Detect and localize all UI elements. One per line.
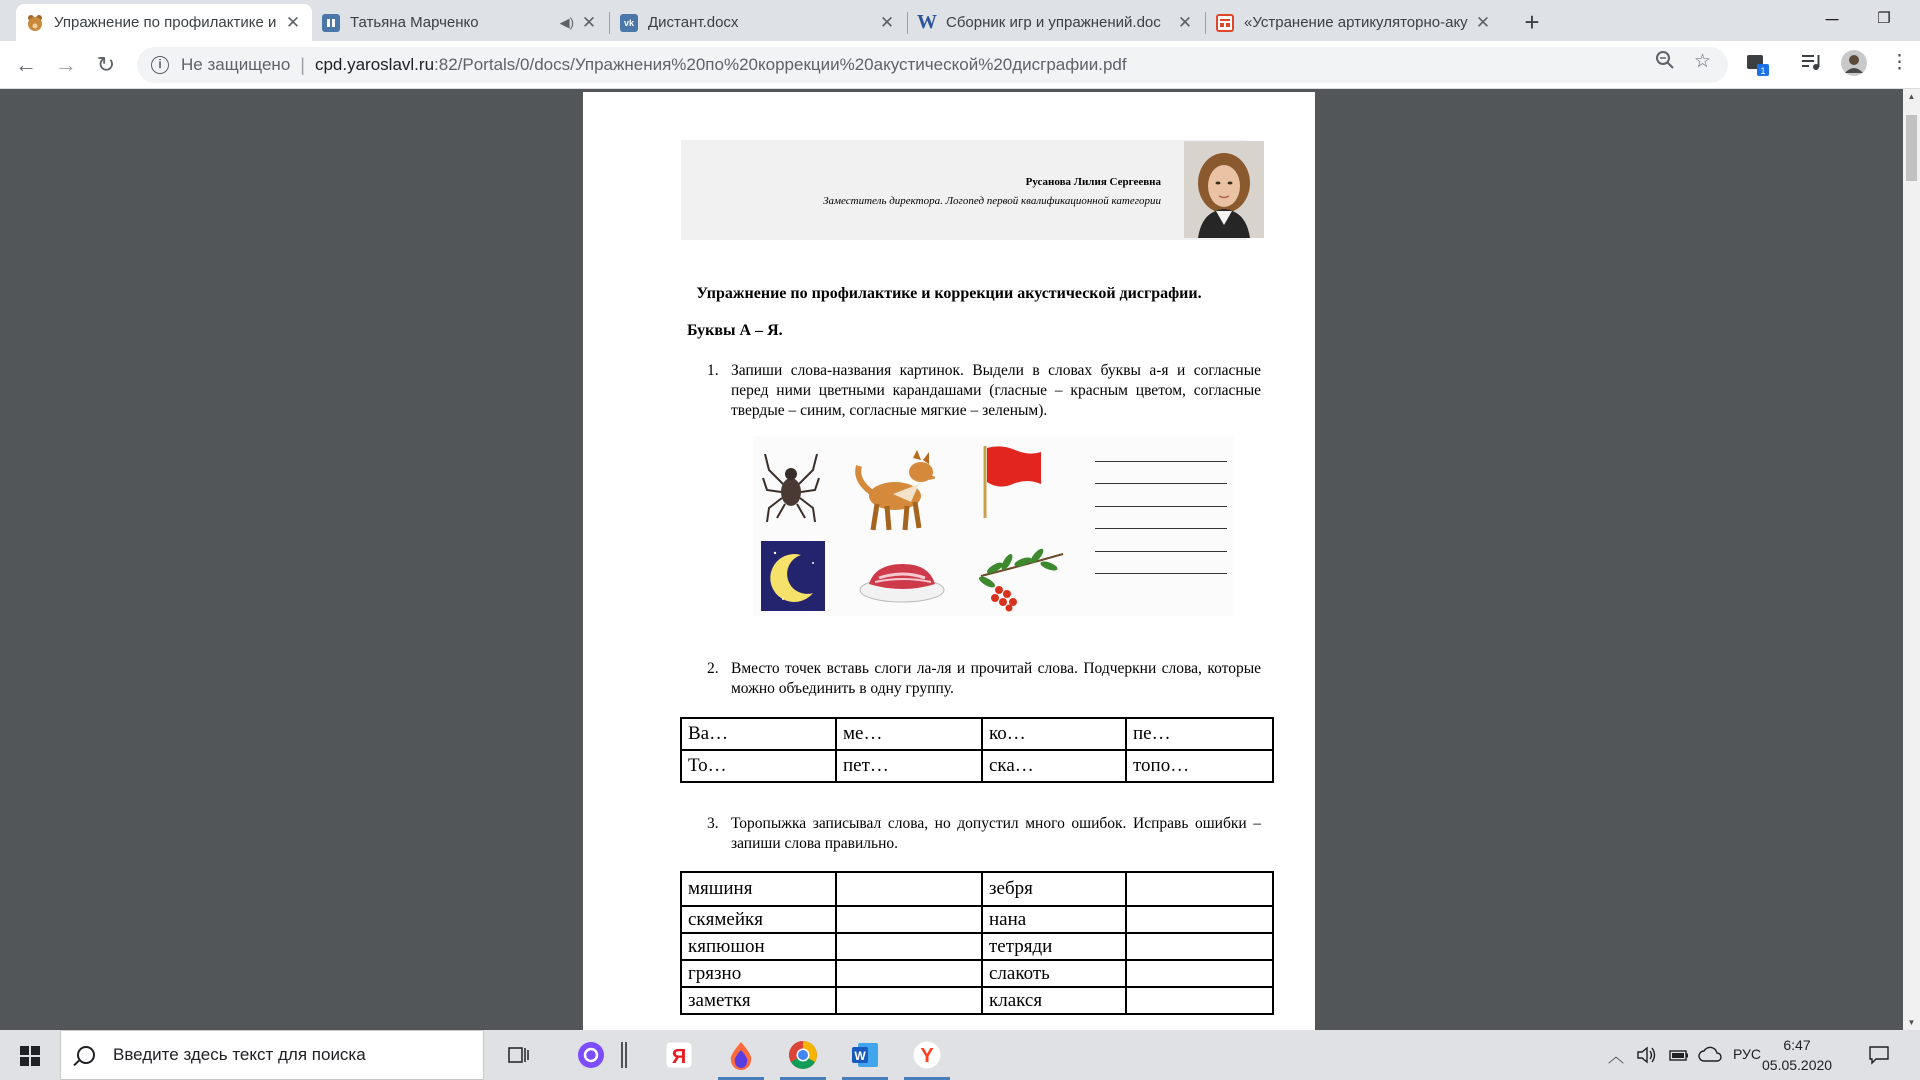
moon-picture bbox=[761, 541, 825, 611]
chevron-up-icon[interactable]: ︿ bbox=[1608, 1049, 1625, 1066]
tab-title: Сборник игр и упражнений.doc bbox=[946, 14, 1161, 31]
table-cell: То… bbox=[681, 750, 836, 782]
close-icon[interactable]: ✕ bbox=[879, 12, 895, 32]
ham-picture bbox=[859, 558, 945, 604]
section-title: Буквы А – Я. bbox=[687, 322, 783, 339]
zoom-icon[interactable] bbox=[1655, 50, 1675, 76]
table-cell bbox=[1126, 906, 1273, 933]
speaker-icon[interactable]: ◀) bbox=[559, 14, 574, 30]
tab-sbornik[interactable] bbox=[908, 4, 1204, 41]
close-icon[interactable]: ✕ bbox=[581, 12, 597, 32]
flag-picture bbox=[981, 444, 1043, 518]
yandex-browser-button[interactable] bbox=[650, 1030, 708, 1080]
clock-time: 6:47 bbox=[1783, 1037, 1811, 1053]
address-bar[interactable] bbox=[137, 47, 1728, 83]
tab-tatyana[interactable] bbox=[312, 4, 608, 41]
task-view-button[interactable] bbox=[490, 1030, 548, 1080]
tab-distant[interactable] bbox=[610, 4, 906, 41]
taskbar-search[interactable] bbox=[60, 1030, 484, 1080]
search-placeholder: Введите здесь текст для поиска bbox=[113, 1045, 366, 1064]
task-2 bbox=[707, 659, 1261, 699]
table-cell bbox=[1126, 872, 1273, 906]
star-icon[interactable]: ☆ bbox=[1694, 51, 1712, 72]
vertical-scrollbar[interactable] bbox=[1903, 89, 1920, 1030]
info-icon[interactable]: i bbox=[151, 56, 169, 74]
svg-text:Я: Я bbox=[671, 1046, 687, 1068]
media-icon[interactable] bbox=[1800, 51, 1822, 79]
clock-date: 05.05.2020 bbox=[1762, 1057, 1833, 1073]
extension-badge: 1 bbox=[1760, 66, 1766, 76]
presentation-icon bbox=[1216, 14, 1234, 32]
task-text: Торопыжка записывал слова, но допустил много ошибок. Исправь ошибки – запиши слова правильно. bbox=[731, 815, 1261, 852]
avatar[interactable] bbox=[1840, 49, 1868, 83]
table-cell: пе… bbox=[1126, 718, 1273, 750]
notification-icon[interactable] bbox=[1868, 1045, 1890, 1069]
forward-button[interactable]: → bbox=[55, 52, 77, 77]
cloud-icon[interactable] bbox=[1698, 1045, 1722, 1069]
task-3 bbox=[707, 814, 1261, 854]
tab-title: Татьяна Марченко bbox=[350, 14, 479, 31]
answer-line bbox=[1095, 573, 1227, 574]
close-icon[interactable]: ✕ bbox=[1475, 12, 1491, 32]
back-button[interactable]: ← bbox=[15, 52, 37, 77]
correction-table bbox=[680, 871, 1274, 1015]
answer-line bbox=[1095, 528, 1227, 529]
table-cell: кяпюшон bbox=[681, 933, 836, 960]
document-title: Упражнение по профилактике и коррекции акустической дисграфии. bbox=[696, 285, 1202, 302]
app-drop-button[interactable] bbox=[712, 1030, 770, 1080]
author-name: Русанова Лилия Сергеевна bbox=[1025, 176, 1161, 188]
clock[interactable] bbox=[1762, 1035, 1832, 1075]
author-photo bbox=[1184, 141, 1264, 238]
table-row bbox=[681, 872, 1273, 906]
chrome-icon bbox=[788, 1040, 818, 1070]
search-icon bbox=[77, 1046, 95, 1064]
minimize-button[interactable]: ─ bbox=[1825, 9, 1839, 29]
author-title: Заместитель директора. Логопед первой квалификационной категории bbox=[823, 195, 1161, 207]
security-label[interactable]: Не защищено bbox=[181, 55, 291, 74]
table-cell bbox=[1126, 987, 1273, 1014]
tab-title: «Устранение артикуляторно-аку bbox=[1244, 14, 1468, 31]
table-cell: ко… bbox=[982, 718, 1126, 750]
task-1-pictures bbox=[753, 436, 1233, 616]
close-icon[interactable]: ✕ bbox=[285, 12, 301, 32]
task-text: Запиши слова-названия картинок. Выдели в словах буквы а-я и согласные перед ними цветными карандашами (гласные – красным цветом, согласные твердые – синим, согласные мягкие – зеленым). bbox=[731, 362, 1261, 419]
windows-taskbar bbox=[0, 1030, 1920, 1080]
teddy-bear-icon bbox=[26, 14, 44, 32]
drop-app-icon bbox=[727, 1040, 755, 1070]
tab-strip bbox=[0, 0, 1920, 41]
alice-icon bbox=[577, 1041, 605, 1069]
rowan-picture bbox=[975, 546, 1067, 612]
answer-line bbox=[1095, 506, 1227, 507]
answer-line bbox=[1095, 483, 1227, 484]
close-window-button[interactable] bbox=[1900, 0, 1920, 38]
table-row bbox=[681, 718, 1273, 750]
syllable-table bbox=[680, 717, 1274, 783]
pdf-page bbox=[583, 92, 1315, 1030]
table-cell bbox=[1126, 933, 1273, 960]
table-cell bbox=[836, 933, 982, 960]
vk-icon: vk bbox=[620, 14, 638, 32]
task-number: 3. bbox=[707, 815, 719, 832]
yandex-button[interactable] bbox=[898, 1030, 956, 1080]
task-number: 1. bbox=[707, 362, 719, 379]
table-row bbox=[681, 987, 1273, 1014]
table-cell: заметкя bbox=[681, 987, 836, 1014]
tab-title: Дистант.docx bbox=[648, 14, 739, 31]
url-text[interactable] bbox=[315, 55, 1127, 75]
start-button[interactable] bbox=[0, 1030, 60, 1080]
answer-line bbox=[1095, 551, 1227, 552]
dog-picture bbox=[853, 450, 935, 534]
table-cell: пет… bbox=[836, 750, 982, 782]
table-row bbox=[681, 960, 1273, 987]
scroll-up-arrow[interactable]: ▲ bbox=[1907, 92, 1916, 101]
menu-icon[interactable]: ⋮ bbox=[1890, 52, 1909, 73]
table-row bbox=[681, 933, 1273, 960]
table-cell: скямейкя bbox=[681, 906, 836, 933]
task-text: Вместо точек вставь слоги ла-ля и прочитай слова. Подчеркни слова, которые можно объединить в одну группу. bbox=[731, 660, 1261, 697]
task-number: 2. bbox=[707, 660, 719, 677]
table-cell: тетряди bbox=[982, 933, 1126, 960]
table-cell bbox=[1126, 960, 1273, 987]
pause-icon bbox=[322, 14, 340, 32]
yandex-browser-icon bbox=[664, 1040, 694, 1070]
table-cell: клакся bbox=[982, 987, 1126, 1014]
answer-line bbox=[1095, 461, 1227, 462]
task-view-icon bbox=[508, 1045, 530, 1065]
table-row bbox=[681, 750, 1273, 782]
yandex-icon bbox=[912, 1040, 942, 1070]
volume-icon[interactable] bbox=[1636, 1045, 1658, 1069]
chrome-button[interactable] bbox=[774, 1030, 832, 1080]
tab-ustranenie[interactable] bbox=[1206, 4, 1502, 41]
svg-text:W: W bbox=[854, 1049, 866, 1063]
table-cell: зебря bbox=[982, 872, 1126, 906]
word-icon: W bbox=[917, 11, 937, 33]
language-indicator[interactable]: РУС bbox=[1733, 1046, 1762, 1062]
author-header bbox=[681, 140, 1247, 240]
new-tab-button[interactable]: + bbox=[1524, 7, 1540, 37]
table-cell bbox=[836, 872, 982, 906]
word-icon bbox=[850, 1040, 880, 1070]
table-cell: Ва… bbox=[681, 718, 836, 750]
table-cell: мяшиня bbox=[681, 872, 836, 906]
table-cell: топо… bbox=[1126, 750, 1273, 782]
table-cell: ска… bbox=[982, 750, 1126, 782]
table-cell: слакоть bbox=[982, 960, 1126, 987]
table-cell: ме… bbox=[836, 718, 982, 750]
reload-button[interactable]: ↻ bbox=[96, 52, 116, 77]
table-cell bbox=[836, 987, 982, 1014]
windows-logo-icon bbox=[20, 1046, 40, 1066]
tab-title: Упражнение по профилактике и bbox=[54, 14, 277, 31]
tab-active[interactable] bbox=[16, 4, 312, 41]
url-path: :82/Portals/0/docs/Упражнения%20по%20коррекции%20акустической%20дисграфии.pdf bbox=[434, 55, 1127, 74]
table-cell bbox=[836, 906, 982, 933]
table-cell: нана bbox=[982, 906, 1126, 933]
word-button[interactable] bbox=[836, 1030, 894, 1080]
divider: | bbox=[300, 54, 305, 75]
extension-icon[interactable] bbox=[1745, 51, 1771, 83]
url-host: cpd.yaroslavl.ru bbox=[314, 55, 435, 74]
task-1 bbox=[707, 361, 1261, 421]
table-row bbox=[681, 906, 1273, 933]
battery-icon[interactable] bbox=[1668, 1045, 1690, 1069]
scroll-down-arrow[interactable]: ▼ bbox=[1907, 1018, 1916, 1027]
separator bbox=[612, 1030, 636, 1080]
spider-picture bbox=[761, 448, 821, 524]
table-cell bbox=[836, 960, 982, 987]
table-cell: грязно bbox=[681, 960, 836, 987]
browser-toolbar bbox=[0, 41, 1920, 89]
pdf-viewer[interactable] bbox=[0, 89, 1920, 1030]
restore-button[interactable]: ❐ bbox=[1877, 10, 1891, 27]
svg-text:Y: Y bbox=[920, 1045, 934, 1067]
close-icon[interactable]: ✕ bbox=[1177, 12, 1193, 32]
scrollbar-thumb[interactable] bbox=[1906, 115, 1917, 181]
